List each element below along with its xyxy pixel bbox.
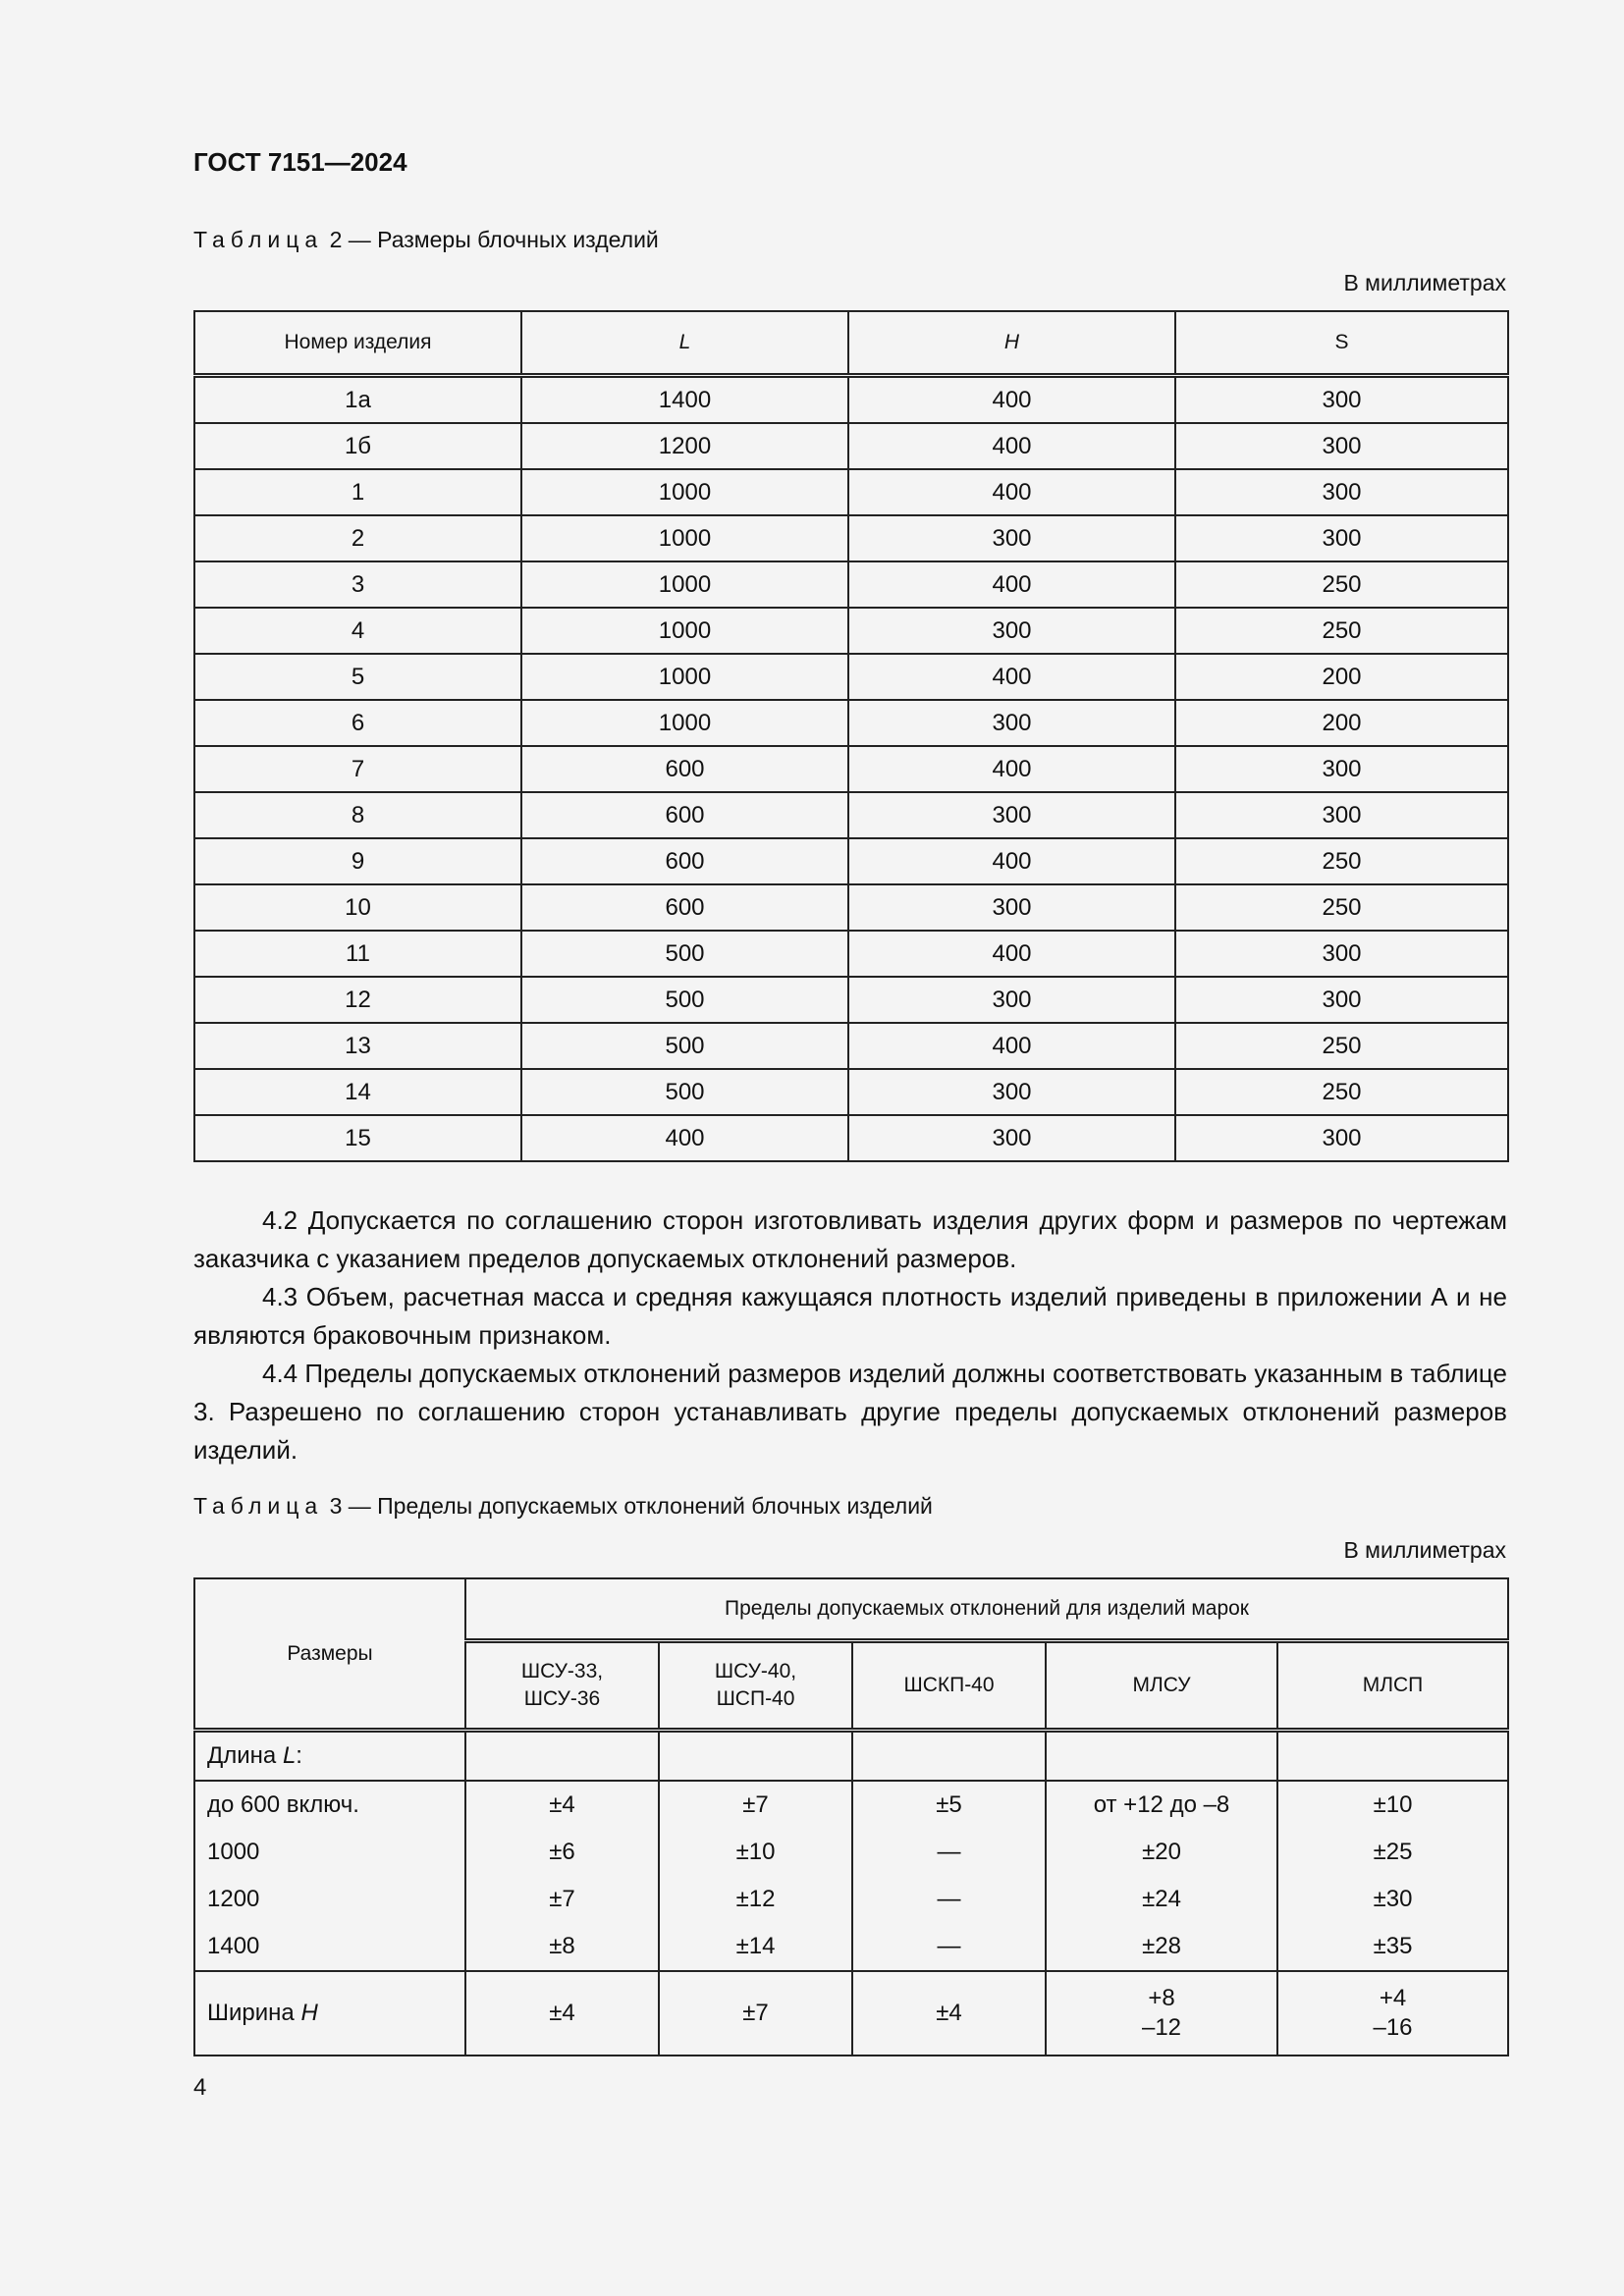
table3-brand-4: МЛСУ xyxy=(1046,1641,1277,1731)
body-text xyxy=(193,1201,1507,1469)
table2-header-s: S xyxy=(1175,311,1508,376)
table-cell: 300 xyxy=(1175,515,1508,561)
table-row xyxy=(194,608,1508,654)
table3-caption-text: 3 — Пределы допускаемых отклонений блочных изделий xyxy=(323,1493,933,1519)
row-label: до 600 включ. xyxy=(194,1781,465,1829)
table-cell: ±4 xyxy=(852,1971,1046,2056)
table-row xyxy=(194,515,1508,561)
table-cell: 1000 xyxy=(521,515,848,561)
table-cell: 300 xyxy=(848,1069,1175,1115)
table-cell: ±30 xyxy=(1277,1876,1508,1923)
table-cell: 300 xyxy=(848,977,1175,1023)
table-cell: 500 xyxy=(521,977,848,1023)
table-cell: 300 xyxy=(1175,792,1508,838)
width-label-text: Ширина xyxy=(207,2000,295,2026)
length-var: L xyxy=(282,1742,297,1769)
table-cell: ±4 xyxy=(465,1781,659,1829)
table-cell: 1б xyxy=(194,423,521,469)
length-label-text: Длина xyxy=(207,1742,277,1769)
table-cell: 300 xyxy=(848,1115,1175,1161)
table3-brand-2 xyxy=(659,1641,852,1731)
table-cell: ±28 xyxy=(1046,1923,1277,1971)
table-cell: 6 xyxy=(194,700,521,746)
table3-brand-2-a: ШСУ-40, xyxy=(714,1660,797,1682)
table2-caption xyxy=(193,227,659,253)
table-cell: 300 xyxy=(848,792,1175,838)
length-suffix: : xyxy=(296,1742,302,1769)
table-cell: ±6 xyxy=(465,1829,659,1876)
table-cell: 300 xyxy=(1175,746,1508,792)
table-cell: 400 xyxy=(848,654,1175,700)
table-cell: — xyxy=(852,1876,1046,1923)
table-row xyxy=(194,1069,1508,1115)
table-row xyxy=(194,469,1508,515)
table-cell: 3 xyxy=(194,561,521,608)
table-row xyxy=(194,1923,1508,1971)
table3-empty-cell xyxy=(1277,1731,1508,1782)
table-row xyxy=(194,1876,1508,1923)
table-cell: 300 xyxy=(1175,977,1508,1023)
table3-brand-3: ШСКП-40 xyxy=(852,1641,1046,1731)
table-cell: ±4 xyxy=(465,1971,659,2056)
table-row xyxy=(194,792,1508,838)
table3-header-row-1 xyxy=(194,1578,1508,1641)
table-cell: 300 xyxy=(1175,1115,1508,1161)
table3-brand-1-b: ШСУ-36 xyxy=(523,1687,601,1710)
row-label: 1000 xyxy=(194,1829,465,1876)
table-cell: 300 xyxy=(1175,931,1508,977)
page-number: 4 xyxy=(193,2074,207,2101)
table-cell: 300 xyxy=(1175,469,1508,515)
table-cell: 250 xyxy=(1175,608,1508,654)
table-row xyxy=(194,423,1508,469)
table-row xyxy=(194,1115,1508,1161)
table3-length-label xyxy=(194,1731,465,1782)
table-cell: 1400 xyxy=(521,376,848,424)
table3-caption xyxy=(193,1493,933,1520)
table3-brand-5: МЛСП xyxy=(1277,1641,1508,1731)
table-cell: ±8 xyxy=(465,1923,659,1971)
table-cell: 300 xyxy=(848,515,1175,561)
width-var: H xyxy=(300,2000,318,2026)
table3-body xyxy=(194,1731,1508,2056)
table3-brand-1-a: ШСУ-33, xyxy=(520,1660,604,1682)
table2-header-number: Номер изделия xyxy=(194,311,521,376)
table-cell: 250 xyxy=(1175,1023,1508,1069)
table-cell: ±12 xyxy=(659,1876,852,1923)
table2-caption-text: 2 — Размеры блочных изделий xyxy=(323,227,659,252)
table-row xyxy=(194,561,1508,608)
row-label-width xyxy=(194,1971,465,2056)
table-cell: 1000 xyxy=(521,469,848,515)
table3-empty-cell xyxy=(465,1731,659,1782)
table-cell: 8 xyxy=(194,792,521,838)
table3-header-sizes: Размеры xyxy=(194,1578,465,1731)
table-cell: 300 xyxy=(1175,376,1508,424)
table-cell: 500 xyxy=(521,1069,848,1115)
table3-empty-cell xyxy=(659,1731,852,1782)
table-cell: 200 xyxy=(1175,700,1508,746)
table-cell: 300 xyxy=(848,608,1175,654)
table-cell: 250 xyxy=(1175,1069,1508,1115)
table-cell: 400 xyxy=(521,1115,848,1161)
table-cell: 1000 xyxy=(521,654,848,700)
table-cell: ±5 xyxy=(852,1781,1046,1829)
table3-brand-2-b: ШСП-40 xyxy=(716,1687,795,1710)
table-row xyxy=(194,1781,1508,1829)
table-cell: 500 xyxy=(521,931,848,977)
table-cell: 15 xyxy=(194,1115,521,1161)
table3-empty-cell xyxy=(852,1731,1046,1782)
table-cell: 13 xyxy=(194,1023,521,1069)
table-cell: ±10 xyxy=(659,1829,852,1876)
table-cell: +4 –16 xyxy=(1277,1971,1508,2056)
table-cell: +8 –12 xyxy=(1046,1971,1277,2056)
table2-body xyxy=(194,376,1508,1162)
table-cell: 300 xyxy=(848,700,1175,746)
table-cell: ±35 xyxy=(1277,1923,1508,1971)
table-cell: 300 xyxy=(848,884,1175,931)
table3-empty-cell xyxy=(1046,1731,1277,1782)
table-cell: 1000 xyxy=(521,700,848,746)
table3-caption-prefix: Таблица xyxy=(193,1493,324,1519)
table-cell: ±7 xyxy=(659,1971,852,2056)
table3-length-header-row xyxy=(194,1731,1508,1782)
table-cell: 2 xyxy=(194,515,521,561)
table-cell: 14 xyxy=(194,1069,521,1115)
table-cell: 11 xyxy=(194,931,521,977)
table-cell: 400 xyxy=(848,1023,1175,1069)
document-code: ГОСТ 7151—2024 xyxy=(193,147,407,177)
table-cell: 600 xyxy=(521,746,848,792)
table-cell: от +12 до –8 xyxy=(1046,1781,1277,1829)
table-cell: 1 xyxy=(194,469,521,515)
table-cell: 1а xyxy=(194,376,521,424)
table-cell: 5 xyxy=(194,654,521,700)
table2-header-l: L xyxy=(521,311,848,376)
table-cell: 300 xyxy=(1175,423,1508,469)
table-cell: 600 xyxy=(521,792,848,838)
table-cell: 1000 xyxy=(521,561,848,608)
table-cell: 250 xyxy=(1175,838,1508,884)
table-cell: 10 xyxy=(194,884,521,931)
table-cell: ±7 xyxy=(465,1876,659,1923)
table-cell: 400 xyxy=(848,746,1175,792)
table2-caption-prefix: Таблица xyxy=(193,227,324,252)
table-row xyxy=(194,700,1508,746)
row-label: 1400 xyxy=(194,1923,465,1971)
table-row xyxy=(194,746,1508,792)
row-label: 1200 xyxy=(194,1876,465,1923)
table-cell: 1200 xyxy=(521,423,848,469)
table-row xyxy=(194,376,1508,424)
table-cell: 12 xyxy=(194,977,521,1023)
table2-header-row xyxy=(194,311,1508,376)
table-row-width xyxy=(194,1971,1508,2056)
table-cell: 400 xyxy=(848,561,1175,608)
table3 xyxy=(193,1577,1509,2056)
table-cell: ±7 xyxy=(659,1781,852,1829)
table-row xyxy=(194,977,1508,1023)
table-cell: — xyxy=(852,1923,1046,1971)
table2 xyxy=(193,310,1509,1162)
paragraph-4-3: 4.3 Объем, расчетная масса и средняя кажущаяся плотность изделий приведены в приложении А и не являются браковочным признаком. xyxy=(193,1282,1507,1350)
table-cell: ±25 xyxy=(1277,1829,1508,1876)
table-row xyxy=(194,1829,1508,1876)
table-cell: 400 xyxy=(848,423,1175,469)
table-row xyxy=(194,838,1508,884)
paragraph-4-4: 4.4 Пределы допускаемых отклонений размеров изделий должны соответствовать указанным в таблице 3. Разрешено по соглашению сторон устанавливать другие пределы допускаемых отклонений размеров изделий. xyxy=(193,1359,1507,1465)
table-cell: 400 xyxy=(848,376,1175,424)
table-row xyxy=(194,654,1508,700)
table-cell: 250 xyxy=(1175,561,1508,608)
paragraph-4-2: 4.2 Допускается по соглашению сторон изготовливать изделия других форм и размеров по чертежам заказчика с указанием пределов допускаемых отклонений размеров. xyxy=(193,1205,1507,1273)
table3-header-group: Пределы допускаемых отклонений для изделий марок xyxy=(465,1578,1508,1641)
table-cell: ±24 xyxy=(1046,1876,1277,1923)
table-cell: ±10 xyxy=(1277,1781,1508,1829)
table-cell: ±20 xyxy=(1046,1829,1277,1876)
table-cell: 400 xyxy=(848,838,1175,884)
table3-units: В миллиметрах xyxy=(1343,1537,1506,1563)
table2-header-h: H xyxy=(848,311,1175,376)
table-row xyxy=(194,1023,1508,1069)
table-cell: 7 xyxy=(194,746,521,792)
table-cell: 500 xyxy=(521,1023,848,1069)
table-cell: 1000 xyxy=(521,608,848,654)
table-cell: 400 xyxy=(848,469,1175,515)
table-cell: 600 xyxy=(521,884,848,931)
table-cell: 4 xyxy=(194,608,521,654)
table-row xyxy=(194,931,1508,977)
table-cell: — xyxy=(852,1829,1046,1876)
table-row xyxy=(194,884,1508,931)
table2-units: В миллиметрах xyxy=(1343,270,1506,295)
table3-brand-1 xyxy=(465,1641,659,1731)
table-cell: 400 xyxy=(848,931,1175,977)
table-cell: 600 xyxy=(521,838,848,884)
table-cell: ±14 xyxy=(659,1923,852,1971)
table-cell: 9 xyxy=(194,838,521,884)
table-cell: 250 xyxy=(1175,884,1508,931)
table-cell: 200 xyxy=(1175,654,1508,700)
